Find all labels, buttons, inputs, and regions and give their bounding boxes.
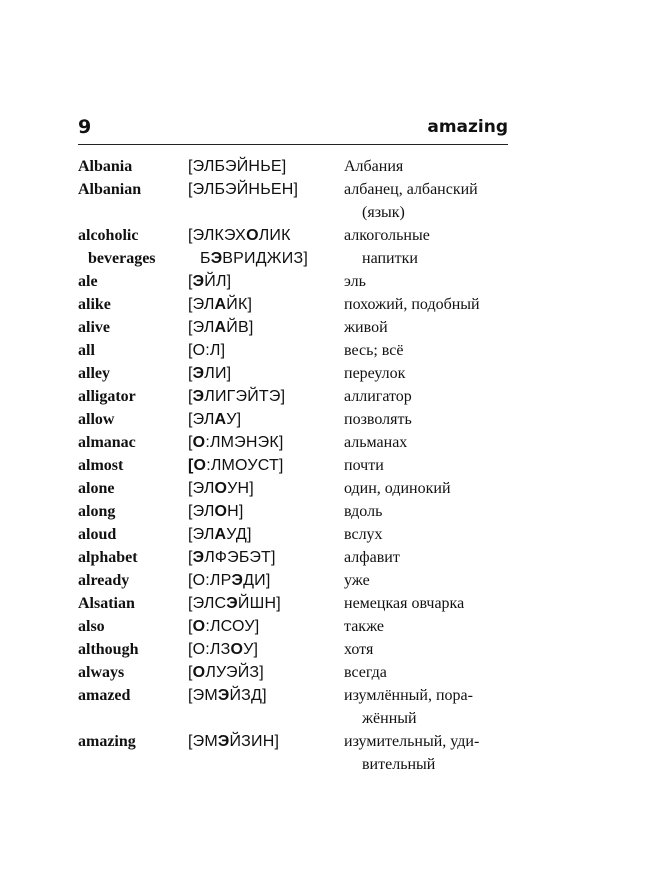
entry-meaning — [344, 500, 514, 523]
transcription-line — [188, 362, 344, 385]
transcription-segment: ЙЛ] — [204, 273, 232, 290]
entry-word — [78, 270, 188, 293]
dictionary-entry — [78, 316, 518, 339]
transcription-line — [188, 385, 344, 408]
entry-word-line: almanac — [78, 434, 136, 451]
entry-word — [78, 155, 188, 178]
entry-word — [78, 293, 188, 316]
entry-meaning — [344, 270, 514, 293]
entry-word-line: always — [78, 664, 125, 681]
entry-transcription — [188, 316, 344, 339]
entry-meaning-line: вительный — [362, 756, 436, 773]
entry-word-line: amazed — [78, 687, 131, 704]
entry-word-line: along — [78, 503, 116, 520]
transcription-line — [188, 615, 344, 638]
entry-word-line: ale — [78, 273, 98, 290]
entry-meaning — [344, 224, 514, 270]
transcription-segment: [О:ЛЗ — [188, 641, 231, 658]
transcription-segment: [ — [188, 664, 193, 681]
transcription-segment: [ЭЛ — [188, 480, 215, 497]
entry-word — [78, 615, 188, 638]
transcription-segment: ЛФЭБЭТ] — [204, 549, 276, 566]
dictionary-entry — [78, 546, 518, 569]
transcription-line — [188, 339, 344, 362]
entry-meaning-line: изумлённый, пора- — [344, 687, 473, 704]
transcription-line — [188, 316, 344, 339]
entry-transcription — [188, 293, 344, 316]
stressed-vowel: Э — [192, 388, 205, 405]
entry-meaning — [344, 454, 514, 477]
transcription-line — [188, 546, 344, 569]
entry-meaning-line: весь; всё — [344, 342, 404, 359]
entry-transcription — [188, 523, 344, 546]
entry-meaning — [344, 615, 514, 638]
entry-word-line: Alsatian — [78, 595, 135, 612]
transcription-segment: [ЭЛ — [188, 526, 215, 543]
entry-meaning-line: алфавит — [344, 549, 400, 566]
stressed-vowel: Э — [217, 733, 230, 750]
transcription-segment: У] — [226, 411, 242, 428]
entry-word — [78, 684, 188, 707]
stressed-vowel: [О — [188, 457, 207, 474]
transcription-line — [188, 431, 344, 454]
dictionary-entry — [78, 224, 518, 270]
entry-meaning-line: также — [344, 618, 385, 635]
entry-meaning-line: почти — [344, 457, 384, 474]
entry-meaning-line: немецкая овчарка — [344, 595, 465, 612]
transcription-segment: ЙЗД] — [229, 687, 267, 704]
entry-transcription — [188, 546, 344, 569]
stressed-vowel: Э — [226, 595, 238, 612]
dictionary-entry — [78, 523, 518, 546]
dictionary-entry — [78, 362, 518, 385]
entry-transcription — [188, 362, 344, 385]
entry-word-line: alive — [78, 319, 110, 336]
entry-word-line: also — [78, 618, 105, 635]
entry-transcription — [188, 592, 344, 615]
entry-transcription — [188, 270, 344, 293]
entry-meaning — [344, 546, 514, 569]
entry-transcription — [188, 339, 344, 362]
entry-word-line: alphabet — [78, 549, 138, 566]
entry-word — [78, 454, 188, 477]
entry-meaning — [344, 638, 514, 661]
entry-word-line: Albanian — [78, 181, 142, 198]
transcription-line — [188, 247, 344, 270]
stressed-vowel: А — [214, 319, 227, 336]
entry-word — [78, 408, 188, 431]
entry-meaning — [344, 730, 514, 776]
entry-transcription — [188, 615, 344, 638]
transcription-line — [188, 178, 344, 201]
dictionary-entry — [78, 155, 518, 178]
transcription-line — [188, 500, 344, 523]
entry-word-line: Albania — [78, 158, 133, 175]
dictionary-entry — [78, 270, 518, 293]
entry-word — [78, 178, 188, 201]
entry-transcription — [188, 638, 344, 661]
entry-meaning-line: уже — [344, 572, 370, 589]
entry-meaning — [344, 661, 514, 684]
transcription-segment: ЛИК — [258, 227, 291, 244]
transcription-segment: УД] — [226, 526, 252, 543]
entry-meaning — [344, 569, 514, 592]
entry-transcription — [188, 155, 344, 178]
stressed-vowel: О — [192, 618, 206, 635]
entry-word — [78, 523, 188, 546]
entry-meaning-line: Албания — [344, 158, 404, 175]
transcription-segment: [ — [188, 618, 193, 635]
entry-word — [78, 339, 188, 362]
entry-word-line: alone — [78, 480, 115, 497]
entry-meaning — [344, 316, 514, 339]
transcription-segment: :ЛМЭНЭК] — [205, 434, 284, 451]
dictionary-entry — [78, 178, 518, 224]
entry-transcription — [188, 684, 344, 707]
entry-word-line: alcoholic — [78, 227, 139, 244]
transcription-segment: [ — [188, 365, 193, 382]
entry-meaning-line: албанец, албанский — [344, 181, 478, 198]
transcription-segment: ЛИГЭЙТЭ] — [204, 388, 286, 405]
entry-word-line: although — [78, 641, 139, 658]
stressed-vowel: О — [192, 434, 206, 451]
entry-meaning — [344, 408, 514, 431]
transcription-line — [188, 454, 344, 477]
entry-meaning — [344, 523, 514, 546]
dictionary-entries — [78, 155, 518, 776]
dictionary-entry — [78, 684, 518, 730]
transcription-segment: УН] — [227, 480, 254, 497]
entry-word — [78, 477, 188, 500]
dictionary-entry — [78, 477, 518, 500]
entry-word — [78, 362, 188, 385]
transcription-segment: [ЭЛ — [188, 503, 215, 520]
entry-meaning — [344, 385, 514, 408]
entry-meaning — [344, 155, 514, 178]
page-number: 9 — [78, 116, 92, 138]
transcription-segment: [О:Л] — [188, 342, 226, 359]
entry-transcription — [188, 178, 344, 201]
entry-meaning-line: похожий, подобный — [344, 296, 480, 313]
entry-meaning-line: хотя — [344, 641, 374, 658]
stressed-vowel: А — [214, 526, 227, 543]
entry-transcription — [188, 408, 344, 431]
transcription-segment: [ЭЛКЭХ — [188, 227, 247, 244]
transcription-segment: ЙШН] — [237, 595, 281, 612]
dictionary-entry — [78, 661, 518, 684]
stressed-vowel: О — [214, 480, 228, 497]
transcription-line — [188, 224, 344, 247]
entry-meaning-line: один, одинокий — [344, 480, 451, 497]
entry-meaning-line: альманах — [344, 434, 408, 451]
transcription-segment: [ — [188, 549, 193, 566]
transcription-line — [188, 477, 344, 500]
entry-transcription — [188, 224, 344, 270]
transcription-line — [188, 408, 344, 431]
entry-meaning — [344, 477, 514, 500]
transcription-segment: [ЭМ — [188, 687, 218, 704]
transcription-segment: ЙВ] — [226, 319, 254, 336]
entry-meaning-line: изумительный, уди- — [344, 733, 480, 750]
dictionary-entry — [78, 431, 518, 454]
entry-meaning — [344, 592, 514, 615]
entry-word — [78, 592, 188, 615]
transcription-segment: ЙК] — [226, 296, 253, 313]
transcription-segment: Н] — [227, 503, 244, 520]
dictionary-entry — [78, 569, 518, 592]
entry-meaning — [344, 339, 514, 362]
entry-word-line: alike — [78, 296, 111, 313]
entry-meaning-line: вслух — [344, 526, 383, 543]
stressed-vowel: Э — [217, 687, 230, 704]
entry-word-line: aloud — [78, 526, 117, 543]
entry-word — [78, 431, 188, 454]
transcription-segment: ВРИДЖИЗ] — [222, 250, 308, 267]
entry-word — [78, 224, 188, 270]
transcription-line — [188, 730, 344, 753]
transcription-segment: [ЭЛБЭЙНЬЕН] — [188, 181, 299, 198]
entry-meaning — [344, 362, 514, 385]
dictionary-entry — [78, 293, 518, 316]
transcription-line — [188, 293, 344, 316]
transcription-segment: :ЛСОУ] — [205, 618, 260, 635]
entry-word-line: amazing — [78, 733, 136, 750]
dictionary-entry — [78, 592, 518, 615]
transcription-segment: [ — [188, 434, 193, 451]
entry-word — [78, 638, 188, 661]
entry-word-line: alley — [78, 365, 110, 382]
entry-meaning-line: напитки — [362, 250, 418, 267]
transcription-segment: У] — [243, 641, 259, 658]
dictionary-entry — [78, 615, 518, 638]
transcription-segment: ДИ] — [243, 572, 271, 589]
entry-meaning-line: алкогольные — [344, 227, 430, 244]
dictionary-entry — [78, 500, 518, 523]
entry-word — [78, 500, 188, 523]
transcription-segment: [ — [188, 388, 193, 405]
stressed-vowel: Э — [192, 273, 205, 290]
entry-meaning-line: всегда — [344, 664, 387, 681]
entry-meaning — [344, 431, 514, 454]
entry-word — [78, 316, 188, 339]
stressed-vowel: А — [214, 296, 227, 313]
entry-meaning-line: вдоль — [344, 503, 383, 520]
stressed-vowel: О — [214, 503, 228, 520]
dictionary-entry — [78, 408, 518, 431]
dictionary-entry — [78, 339, 518, 362]
page-header — [78, 116, 508, 145]
transcription-segment: [ — [188, 273, 193, 290]
entry-meaning — [344, 293, 514, 316]
entry-word — [78, 730, 188, 753]
transcription-line — [188, 270, 344, 293]
transcription-line — [188, 638, 344, 661]
entry-word — [78, 385, 188, 408]
dictionary-entry — [78, 730, 518, 776]
transcription-segment: ЛИ] — [204, 365, 232, 382]
entry-transcription — [188, 431, 344, 454]
entry-transcription — [188, 500, 344, 523]
entry-meaning — [344, 684, 514, 730]
stressed-vowel: Э — [192, 365, 205, 382]
entry-meaning-line: (язык) — [362, 204, 405, 221]
stressed-vowel: Э — [231, 572, 244, 589]
transcription-segment: [ЭЛС — [188, 595, 227, 612]
transcription-segment: [ЭЛ — [188, 296, 215, 313]
dictionary-entry — [78, 638, 518, 661]
entry-meaning-line: аллигатор — [344, 388, 412, 405]
transcription-segment: Б — [200, 250, 211, 267]
transcription-segment: ЛУЭЙЗ] — [205, 664, 264, 681]
entry-meaning — [344, 178, 514, 224]
entry-meaning-line: живой — [344, 319, 388, 336]
transcription-segment: [ЭЛ — [188, 319, 215, 336]
stressed-vowel: Э — [192, 549, 205, 566]
transcription-line — [188, 523, 344, 546]
entry-word-line: alligator — [78, 388, 136, 405]
transcription-line — [188, 155, 344, 178]
entry-transcription — [188, 569, 344, 592]
transcription-segment: [ЭМ — [188, 733, 218, 750]
transcription-line — [188, 592, 344, 615]
entry-word-line: all — [78, 342, 95, 359]
transcription-line — [188, 661, 344, 684]
entry-meaning-line: переулок — [344, 365, 406, 382]
entry-word-line: already — [78, 572, 130, 589]
dictionary-entry — [78, 454, 518, 477]
entry-transcription — [188, 477, 344, 500]
entry-word-line: almost — [78, 457, 124, 474]
entry-word — [78, 546, 188, 569]
entry-word-line: beverages — [88, 250, 156, 267]
entry-word — [78, 661, 188, 684]
transcription-segment: [ЭЛБЭЙНЬЕ] — [188, 158, 287, 175]
stressed-vowel: Э — [210, 250, 223, 267]
stressed-vowel: А — [214, 411, 227, 428]
stressed-vowel: О — [192, 664, 206, 681]
transcription-segment: ЙЗИН] — [229, 733, 280, 750]
running-head: amazing — [427, 117, 508, 137]
transcription-line — [188, 569, 344, 592]
transcription-segment: [ЭЛ — [188, 411, 215, 428]
transcription-segment: :ЛМОУСТ] — [206, 457, 284, 474]
entry-transcription — [188, 385, 344, 408]
stressed-vowel: О — [230, 641, 244, 658]
entry-meaning-line: жённый — [362, 710, 417, 727]
entry-word-line: allow — [78, 411, 115, 428]
entry-meaning-line: позволять — [344, 411, 412, 428]
entry-meaning-line: эль — [344, 273, 366, 290]
transcription-line — [188, 684, 344, 707]
entry-transcription — [188, 661, 344, 684]
transcription-segment: [О:ЛР — [188, 572, 232, 589]
stressed-vowel: О — [246, 227, 259, 244]
entry-transcription — [188, 454, 344, 477]
entry-transcription — [188, 730, 344, 753]
entry-word — [78, 569, 188, 592]
dictionary-entry — [78, 385, 518, 408]
